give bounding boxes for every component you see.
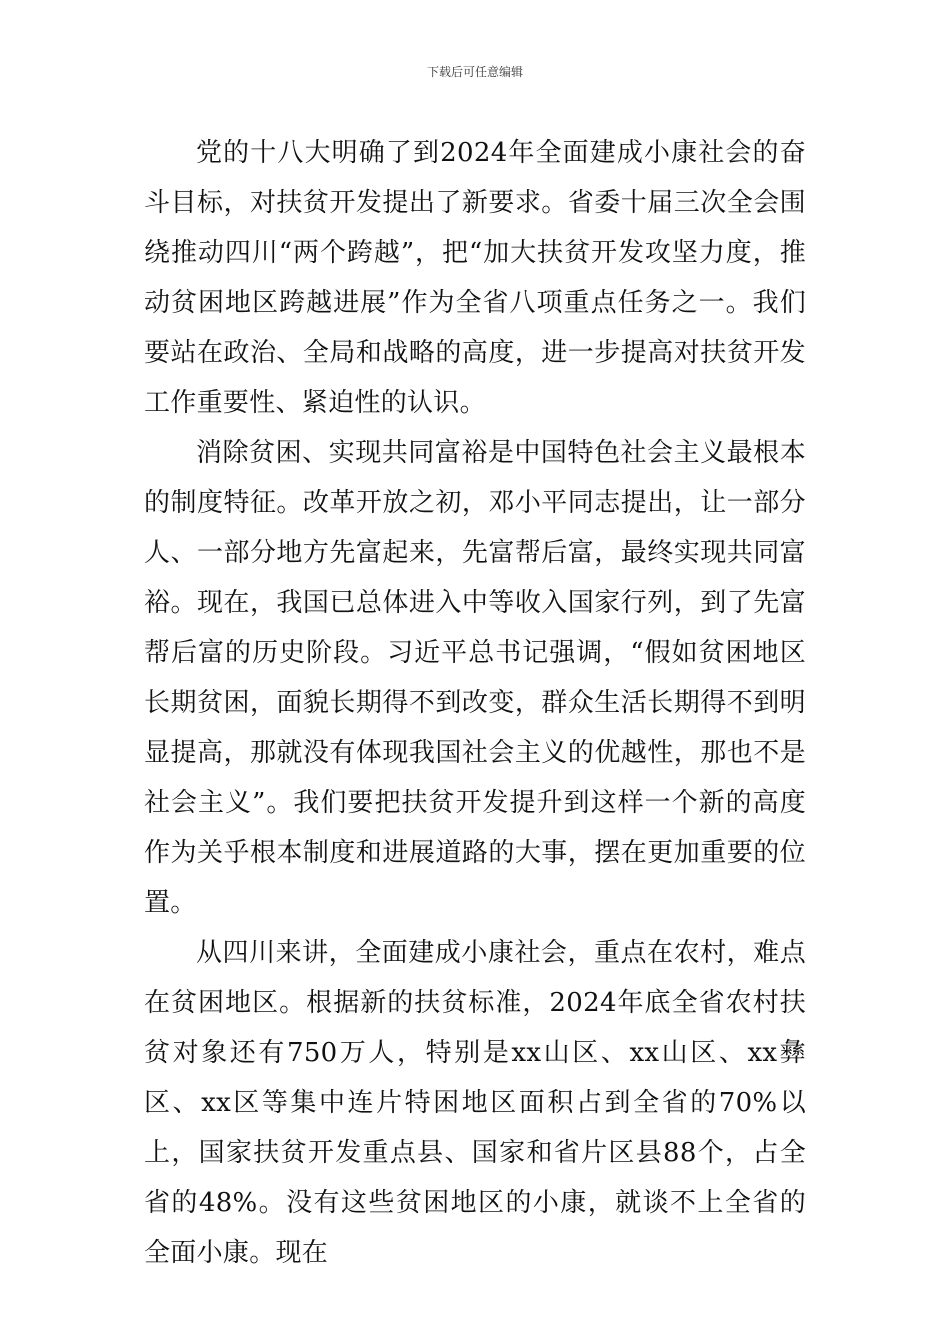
paragraph-1: 党的十八大明确了到2024年全面建成小康社会的奋斗目标，对扶贫开发提出了新要求。省委十届三次全会围绕推动四川“两个跨越”，把“加大扶贫开发攻坚力度，推动贫困地区跨越进展”作为全省八项重点任务之一。我们要站在政治、全局和战略的高度，进一步提高对扶贫开发工作重要性、紧迫性的认识。: [144, 138, 806, 418]
paragraph-3: 从四川来讲，全面建成小康社会，重点在农村，难点在贫困地区。根据新的扶贫标准，2024年底全省农村扶贫对象还有750万人，特别是xx山区、xx山区、xx彝区、xx区等集中连片特困地区面积占到全省的70%以上，国家扶贫开发重点县、国家和省片区县88个，占全省的48%。没有这些贫困地区的小康，就谈不上全省的全面小康。现在: [144, 938, 806, 1268]
document-body: [144, 128, 806, 1278]
page-header-note: 下载后可任意编辑: [426, 65, 523, 79]
paragraph-2: 消除贫困、实现共同富裕是中国特色社会主义最根本的制度特征。改革开放之初，邓小平同志提出，让一部分人、一部分地方先富起来，先富帮后富，最终实现共同富裕。现在，我国已总体进入中等收入国家行列，到了先富帮后富的历史阶段。习近平总书记强调，“假如贫困地区长期贫困，面貌长期得不到改变，群众生活长期得不到明显提高，那就没有体现我国社会主义的优越性，那也不是社会主义”。我们要把扶贫开发提升到这样一个新的高度作为关乎根本制度和进展道路的大事，摆在更加重要的位置。: [144, 438, 806, 918]
